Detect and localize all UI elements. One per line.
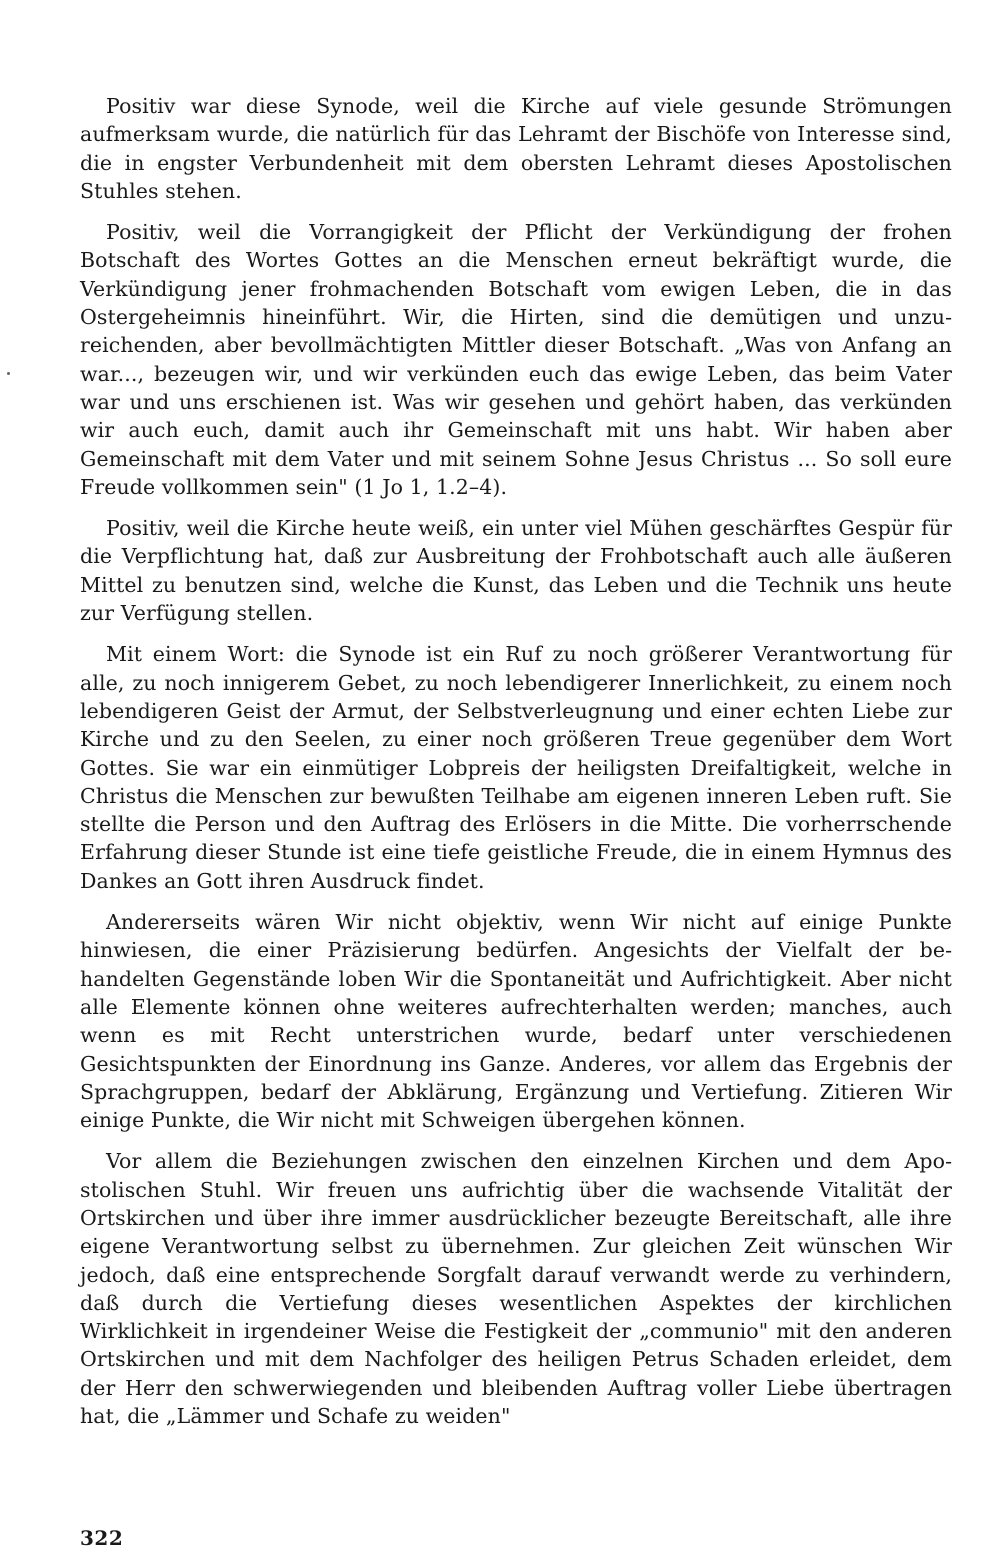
paragraph-4: Mit einem Wort: die Synode ist ein Ruf zu noch größerer Verantwortung für alle, zu noch innigerem Gebet, zu noch lebendigerer Innerlichkeit, zu einem noch lebendigeren Geist der Armut, der Selbstverleugnung und einer echten Liebe zur Kirche und zu den Seelen, zu einer noch größeren Treue gegenüber dem Wort Gottes. Sie war ein einmütiger Lobpreis der heiligsten Dreifaltigkeit, welche in Christus die Menschen zur bewußten Teilhabe am eigenen inneren Leben ruft. Sie stellte die Person und den Auftrag des Erlösers in die Mitte. Die vorherrschende Erfahrung dieser Stunde ist eine tiefe geistliche Freude, die in einem Hymnus des Dankes an Gott ihren Ausdruck findet. [80, 642, 952, 893]
paragraph-2: Positiv, weil die Vorrangigkeit der Pflicht der Verkündigung der frohen Botschaft des Wortes Gottes an die Menschen erneut bekräftigt wurde, die Verkündigung jener frohmachenden Botschaft vom ewigen Leben, die in das Ostergeheimnis hineinführt. Wir, die Hirten, sind die demütigen und unzureichenden, aber bevollmächtigten Mittler dieser Botschaft. „Was von Anfang an war..., bezeugen wir, und wir verkünden euch das ewige Leben, das beim Vater war und uns erschienen ist. Was wir gesehen und gehört haben, das verkünden wir auch euch, damit auch ihr Gemeinschaft mit uns habt. Wir haben aber Gemeinschaft mit dem Vater und mit seinem Sohne Jesus Christus ... So soll eure Freude vollkommen sein" (1 Jo 1, 1.2–4). [80, 220, 952, 499]
paragraph-1: Positiv war diese Synode, weil die Kirche auf viele gesunde Strömungen aufmerksam wurde, die natürlich für das Lehramt der Bischöfe von Interesse sind, die in engster Verbundenheit mit dem obersten Lehramt dieses Apostolischen Stuhles stehen. [80, 94, 952, 203]
paragraph-3: Positiv, weil die Kirche heute weiß, ein unter viel Mühen geschärftes Gespür für die Verpflichtung hat, daß zur Ausbreitung der Frohbotschaft auch alle äußeren Mittel zu benutzen sind, welche die Kunst, das Leben und die Technik uns heute zur Verfügung stellen. [80, 516, 952, 626]
margin-speck [7, 372, 10, 375]
paragraph-5: Andererseits wären Wir nicht objektiv, wenn Wir nicht auf einige Punkte hinwiesen, die einer Präzisierung bedürfen. Angesichts der Vielfalt der behandelten Gegenstände loben Wir die Spontaneität und Aufrichtigkeit. Aber nicht alle Elemente können ohne weiteres aufrechterhalten werden; manches, auch wenn es mit Recht unterstrichen wurde, bedarf unter verschiedenen Gesichtspunkten der Einordnung ins Ganze. Anderes, vor allem das Ergebnis der Sprachgruppen, bedarf der Abklärung, Ergänzung und Vertiefung. Zitieren Wir einige Punkte, die Wir nicht mit Schweigen übergehen können. [80, 910, 952, 1133]
page-number: 322 [80, 1526, 124, 1550]
body-text [80, 92, 952, 1443]
paragraph-6: Vor allem die Beziehungen zwischen den einzelnen Kirchen und dem Apostolischen Stuhl. Wir freuen uns aufrichtig über die wachsende Vitalität der Ortskirchen und über ihre immer ausdrücklicher bezeugte Bereitschaft, alle ihre eigene Verantwortung selbst zu übernehmen. Zur gleichen Zeit wünschen Wir jedoch, daß eine entsprechende Sorgfalt darauf verwandt werde zu verhindern, daß durch die Vertiefung dieses wesentlichen Aspektes der kirchlichen Wirklichkeit in irgendeiner Weise die Festigkeit der „communio" mit den anderen Ortskirchen und mit dem Nachfolger des heiligen Petrus Schaden erleidet, dem der Herr den schwerwiegenden und bleibenden Auftrag voller Liebe übertragen hat, die „Lämmer und Schafe zu weiden" [80, 1149, 952, 1429]
